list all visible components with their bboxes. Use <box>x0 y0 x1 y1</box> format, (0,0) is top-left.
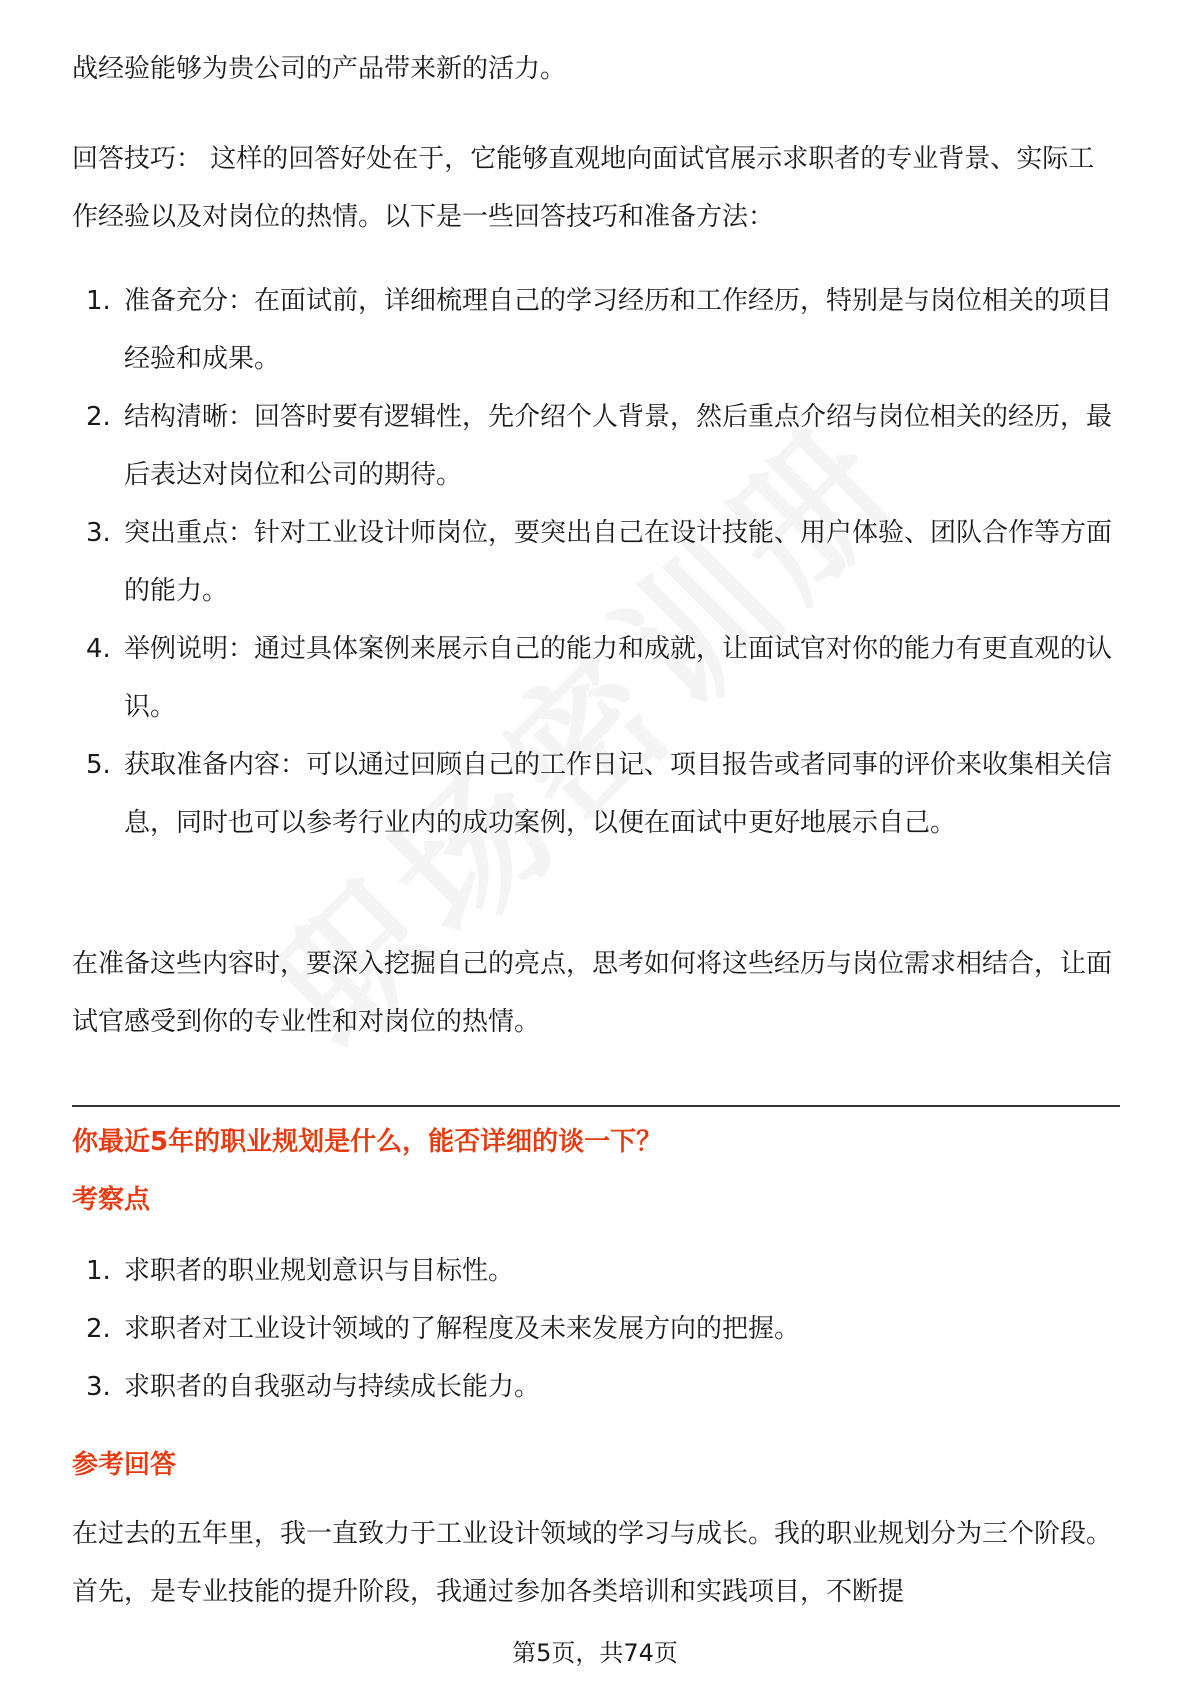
focus-heading: 考察点 <box>72 1185 151 1215</box>
list-item: 2. 结构清晰：回答时要有逻辑性，先介绍个人背景，然后重点介绍与岗位相关的经历，最后表达对岗位和公司的期待。 <box>86 402 1113 490</box>
question-title: 你最近5年的职业规划是什么，能否详细的谈一下？ <box>72 1127 663 1157</box>
focus-list <box>72 1242 1120 1416</box>
closing-paragraph: 在准备这些内容时，要深入挖掘自己的亮点，思考如何将这些经历与岗位需求相结合，让面试官感受到你的专业性和对岗位的热情。 <box>72 949 1113 1037</box>
list-item: 1. 求职者的职业规划意识与目标性。 <box>86 1256 515 1286</box>
intro-line: 战经验能够为贵公司的产品带来新的活力。 <box>72 54 567 84</box>
list-item: 3. 求职者的自我驱动与持续成长能力。 <box>86 1372 541 1402</box>
answer-heading: 参考回答 <box>72 1450 177 1480</box>
list-item: 3. 突出重点：针对工业设计师岗位，要突出自己在设计技能、用户体验、团队合作等方面的能力。 <box>86 518 1113 606</box>
list-item: 1. 准备充分：在面试前，详细梳理自己的学习经历和工作经历，特别是与岗位相关的项目经验和成果。 <box>86 286 1113 374</box>
tips-list <box>72 272 1120 852</box>
list-item: 2. 求职者对工业设计领域的了解程度及未来发展方向的把握。 <box>86 1314 801 1344</box>
answer-paragraph: 在过去的五年里，我一直致力于工业设计领域的学习与成长。我的职业规划分为三个阶段。首先，是专业技能的提升阶段，我通过参加各类培训和实践项目，不断提 <box>72 1519 1113 1607</box>
list-item: 5. 获取准备内容：可以通过回顾自己的工作日记、项目报告或者同事的评价来收集相关信息，同时也可以参考行业内的成功案例，以便在面试中更好地展示自己。 <box>86 750 1113 838</box>
section-divider <box>72 1105 1120 1107</box>
page-footer: 第5页，共74页 <box>512 1639 678 1667</box>
tips-paragraph: 回答技巧： 这样的回答好处在于，它能够直观地向面试官展示求职者的专业背景、实际工作经验以及对岗位的热情。以下是一些回答技巧和准备方法： <box>72 144 1095 232</box>
list-item: 4. 举例说明：通过具体案例来展示自己的能力和成就，让面试官对你的能力有更直观的认识。 <box>86 634 1113 722</box>
